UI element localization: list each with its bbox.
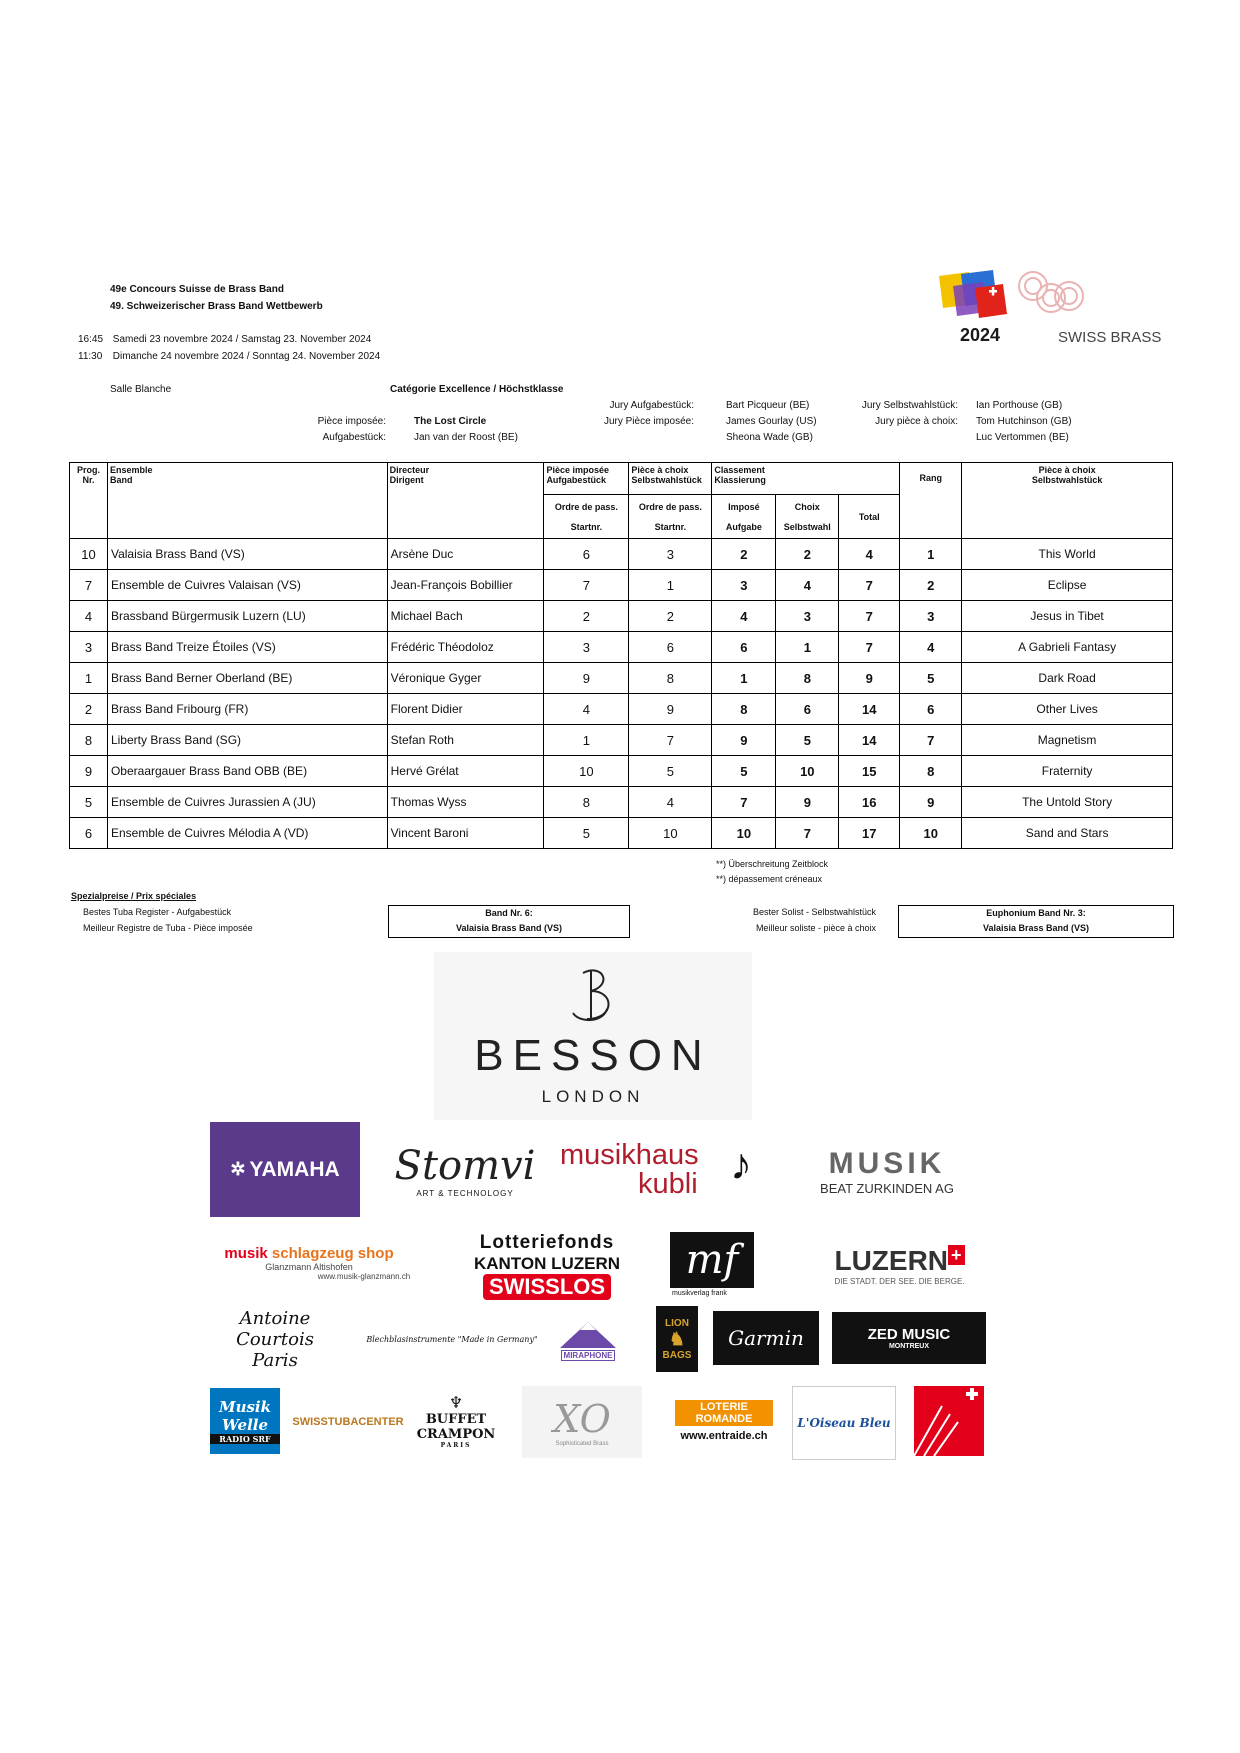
lyre-icon: ♆ xyxy=(448,1393,464,1412)
logo-year: 2024 xyxy=(960,325,1001,345)
cell-director: Arsène Duc xyxy=(387,539,544,570)
header-classement: Classement Klassierung xyxy=(712,463,900,495)
lion-bags-logo xyxy=(656,1306,698,1372)
title-fr: 49e Concours Suisse de Brass Band xyxy=(110,284,284,295)
music-note-icon: ♪ xyxy=(730,1140,752,1189)
cell-order-choix: 2 xyxy=(629,601,712,632)
table-row xyxy=(70,756,1173,787)
cell-order-choix: 5 xyxy=(629,756,712,787)
stomvi-logo xyxy=(390,1132,540,1208)
miraphone-wordmark: MIRAPHONE xyxy=(561,1350,616,1361)
cell-piece: Magnetism xyxy=(962,725,1173,756)
cell-piece: Jesus in Tibet xyxy=(962,601,1173,632)
schedule-row-2 xyxy=(78,351,380,362)
cell-prog: 10 xyxy=(70,539,108,570)
cell-rank-imposee: 2 xyxy=(712,539,776,570)
loterie-romande-logo xyxy=(672,1392,776,1450)
glanzmann-logo xyxy=(198,1230,420,1295)
cell-band: Brass Band Treize Étoiles (VS) xyxy=(107,632,387,663)
courtois-logo xyxy=(200,1308,350,1370)
lotterie-word-2: KANTON LUZERN xyxy=(473,1254,621,1273)
cell-director: Hervé Grélat xyxy=(387,756,544,787)
cell-order-choix: 9 xyxy=(629,694,712,725)
zed-wordmark: ZED MUSIC xyxy=(867,1326,951,1343)
besson-monogram-icon xyxy=(563,965,623,1027)
piece-label-de: Aufgabestück: xyxy=(322,432,386,443)
logo-brand: SWISS BRASS xyxy=(1058,329,1162,346)
cell-total: 14 xyxy=(839,725,900,756)
cell-rang: 5 xyxy=(900,663,962,694)
header-piece-imposee: Pièce imposée Aufgabestück xyxy=(544,463,629,495)
cell-rang: 10 xyxy=(900,818,962,849)
cell-total: 14 xyxy=(839,694,900,725)
tuba-label-fr: Meilleur Registre de Tuba - Pièce imposée xyxy=(83,923,253,933)
cell-piece: A Gabrieli Fantasy xyxy=(962,632,1173,663)
cell-prog: 9 xyxy=(70,756,108,787)
yamaha-tuning-fork-icon: ✲ xyxy=(230,1159,246,1179)
courtois-wordmark: Antoine Courtois xyxy=(236,1307,314,1350)
cell-band: Ensemble de Cuivres Jurassien A (JU) xyxy=(107,787,387,818)
jury2-member: Luc Vertommen (BE) xyxy=(976,432,1069,443)
cell-rank-choix: 2 xyxy=(776,539,839,570)
cell-piece: The Untold Story xyxy=(962,787,1173,818)
cell-rang: 9 xyxy=(900,787,962,818)
cell-rang: 7 xyxy=(900,725,962,756)
category: Catégorie Excellence / Höchstklasse xyxy=(390,384,564,395)
cell-piece: Fraternity xyxy=(962,756,1173,787)
piece-composer: Jan van der Roost (BE) xyxy=(414,432,518,443)
zurkinden-logo xyxy=(782,1135,992,1207)
cell-rang: 4 xyxy=(900,632,962,663)
note-fr: **) dépassement créneaux xyxy=(716,874,823,884)
header-total: Total xyxy=(839,495,900,539)
solo-winner-line: Euphonium Band Nr. 3: xyxy=(986,908,1086,918)
cell-rank-choix: 3 xyxy=(776,601,839,632)
cell-order-imposee: 3 xyxy=(544,632,629,663)
lion-icon: ♞ xyxy=(668,1328,686,1349)
jury1-member: Sheona Wade (GB) xyxy=(726,432,813,443)
zed-music-logo xyxy=(832,1312,986,1364)
xo-wordmark: XO xyxy=(553,1397,611,1441)
cell-rang: 2 xyxy=(900,570,962,601)
jury2-member: Tom Hutchinson (GB) xyxy=(976,416,1072,427)
luzern-sub: DIE STADT. DER SEE. DIE BERGE. xyxy=(834,1276,965,1286)
cell-prog: 3 xyxy=(70,632,108,663)
miraphone-logo xyxy=(552,1308,624,1372)
buffet-word-2: CRAMPON xyxy=(416,1427,496,1442)
cell-total: 7 xyxy=(839,570,900,601)
cell-order-choix: 6 xyxy=(629,632,712,663)
cell-director: Thomas Wyss xyxy=(387,787,544,818)
kubli-wordmark-1: musikhaus xyxy=(560,1139,699,1171)
cell-order-imposee: 2 xyxy=(544,601,629,632)
buffet-crampon-logo xyxy=(410,1380,502,1462)
cell-rank-imposee: 5 xyxy=(712,756,776,787)
cell-total: 9 xyxy=(839,663,900,694)
cell-band: Brass Band Berner Oberland (BE) xyxy=(107,663,387,694)
cell-prog: 1 xyxy=(70,663,108,694)
solo-prize-box xyxy=(898,905,1174,938)
cell-piece: Eclipse xyxy=(962,570,1173,601)
cell-director: Frédéric Théodoloz xyxy=(387,632,544,663)
cell-rank-choix: 8 xyxy=(776,663,839,694)
jury2-label-fr: Jury pièce à choix: xyxy=(875,416,958,427)
musikwelle-word-1: Musik xyxy=(218,1398,272,1416)
lion-word-2: BAGS xyxy=(662,1349,692,1361)
garmin-logo: Garmin xyxy=(713,1311,819,1365)
header-rang: Rang xyxy=(900,463,962,539)
cell-prog: 5 xyxy=(70,787,108,818)
cell-order-imposee: 9 xyxy=(544,663,629,694)
swisstubacenter-logo: SWISSTUBACENTER xyxy=(292,1416,404,1428)
jury1-label-de: Jury Aufgabestück: xyxy=(609,400,694,411)
mf-sub: musikverlag frank xyxy=(672,1290,727,1297)
cell-order-choix: 1 xyxy=(629,570,712,601)
cell-rank-imposee: 1 xyxy=(712,663,776,694)
table-row xyxy=(70,694,1173,725)
jury1-label-fr: Jury Pièce imposée: xyxy=(603,416,694,427)
besson-wordmark: BESSON xyxy=(474,1031,712,1080)
table-row xyxy=(70,632,1173,663)
cell-band: Brassband Bürgermusik Luzern (LU) xyxy=(107,601,387,632)
besson-sub: LONDON xyxy=(541,1087,645,1106)
cell-total: 15 xyxy=(839,756,900,787)
cell-band: Liberty Brass Band (SG) xyxy=(107,725,387,756)
cell-rank-choix: 1 xyxy=(776,632,839,663)
cell-rank-imposee: 6 xyxy=(712,632,776,663)
musikwelle-sub: RADIO SRF xyxy=(210,1434,280,1444)
blechblas-text: Blechblasinstrumente "Made in Germany" xyxy=(366,1334,538,1344)
cell-rank-choix: 10 xyxy=(776,756,839,787)
cell-prog: 7 xyxy=(70,570,108,601)
cell-director: Stefan Roth xyxy=(387,725,544,756)
loterie-word-2: ROMANDE xyxy=(695,1413,753,1425)
cell-rank-choix: 4 xyxy=(776,570,839,601)
tuba-winner-band: Valaisia Brass Band (VS) xyxy=(455,923,563,933)
table-row xyxy=(70,725,1173,756)
cell-order-choix: 8 xyxy=(629,663,712,694)
cell-order-choix: 3 xyxy=(629,539,712,570)
cell-band: Valaisia Brass Band (VS) xyxy=(107,539,387,570)
solo-label-fr: Meilleur soliste - pièce à choix xyxy=(755,923,876,933)
schedule-time: 11:30 xyxy=(78,351,103,362)
swiss-flag-graphic xyxy=(914,1386,984,1456)
cell-rank-imposee: 9 xyxy=(712,725,776,756)
cell-rank-imposee: 3 xyxy=(712,570,776,601)
tuba-winner-line: Band Nr. 6: xyxy=(485,908,533,918)
header-piece-choix: Pièce à choix Selbstwahlstück xyxy=(629,463,712,495)
cell-total: 4 xyxy=(839,539,900,570)
stomvi-wordmark: Stomvi xyxy=(394,1142,536,1189)
cell-rang: 6 xyxy=(900,694,962,725)
jury1-member: Bart Picqueur (BE) xyxy=(726,400,810,411)
yamaha-logo xyxy=(210,1122,360,1217)
cell-prog: 2 xyxy=(70,694,108,725)
cell-order-choix: 7 xyxy=(629,725,712,756)
glanzmann-word-2: schlagzeug shop xyxy=(271,1244,394,1262)
swiss-brass-logo-graphic xyxy=(935,268,1095,330)
cell-rank-choix: 5 xyxy=(776,725,839,756)
xo-sub: Sophisticated Brass xyxy=(555,1441,609,1447)
cell-rank-imposee: 8 xyxy=(712,694,776,725)
cell-rang: 8 xyxy=(900,756,962,787)
schedule-date: Samedi 23 novembre 2024 / Samstag 23. November 2024 xyxy=(112,334,372,345)
cell-order-imposee: 4 xyxy=(544,694,629,725)
note-de: **) Überschreitung Zeitblock xyxy=(716,859,829,869)
header-piece-title: Pièce à choix Selbstwahlstück xyxy=(962,463,1173,539)
lotterie-word-1: Lotteriefonds xyxy=(479,1232,615,1253)
venue: Salle Blanche xyxy=(110,384,172,395)
table-row xyxy=(70,539,1173,570)
cell-band: Ensemble de Cuivres Valaisan (VS) xyxy=(107,570,387,601)
musikwelle-logo xyxy=(210,1388,280,1454)
zurkinden-sub: BEAT ZURKINDEN AG xyxy=(820,1180,954,1196)
table-row xyxy=(70,787,1173,818)
cell-band: Ensemble de Cuivres Mélodia A (VD) xyxy=(107,818,387,849)
cell-band: Brass Band Fribourg (FR) xyxy=(107,694,387,725)
cell-order-imposee: 10 xyxy=(544,756,629,787)
cell-order-imposee: 5 xyxy=(544,818,629,849)
tuba-prize-box xyxy=(388,905,630,938)
cell-total: 7 xyxy=(839,601,900,632)
cell-order-imposee: 8 xyxy=(544,787,629,818)
swiss-cross-icon: + xyxy=(948,1245,965,1265)
glanzmann-url: www.musik-glanzmann.ch xyxy=(317,1271,411,1281)
cell-total: 7 xyxy=(839,632,900,663)
zed-sub: MONTREUX xyxy=(888,1343,930,1350)
header-choix: Choix Selbstwahl xyxy=(776,495,839,539)
table-row xyxy=(70,601,1173,632)
cell-prog: 8 xyxy=(70,725,108,756)
header-impose: Imposé Aufgabe xyxy=(712,495,776,539)
jury1-member: James Gourlay (US) xyxy=(726,416,817,427)
yamaha-wordmark: YAMAHA xyxy=(249,1157,340,1181)
table-row xyxy=(70,663,1173,694)
zurkinden-wordmark: MUSIK xyxy=(828,1146,946,1180)
cell-order-choix: 10 xyxy=(629,818,712,849)
jury2-label-de: Jury Selbstwahlstück: xyxy=(861,400,958,411)
lotteriefonds-logo xyxy=(462,1226,632,1306)
solo-label-de: Bester Solist - Selbstwahlstück xyxy=(752,907,876,917)
cell-director: Vincent Baroni xyxy=(387,818,544,849)
mountain-icon xyxy=(558,1320,618,1350)
stomvi-sub: ART & TECHNOLOGY xyxy=(416,1188,514,1198)
loterie-word-1: LOTERIE xyxy=(700,1401,748,1413)
cell-rank-imposee: 4 xyxy=(712,601,776,632)
cell-piece: Other Lives xyxy=(962,694,1173,725)
glanzmann-sub: Glanzmann Altishofen xyxy=(265,1261,353,1272)
luzern-wordmark: LUZERN xyxy=(834,1244,949,1276)
kubli-wordmark-2: kubli xyxy=(638,1168,698,1200)
cell-prog: 4 xyxy=(70,601,108,632)
cell-rank-choix: 6 xyxy=(776,694,839,725)
results-table xyxy=(69,462,1173,849)
cell-director: Michael Bach xyxy=(387,601,544,632)
buffet-word-1: BUFFET xyxy=(425,1412,487,1427)
header-ordre-1: Ordre de pass. Startnr. xyxy=(544,495,629,539)
cell-rang: 3 xyxy=(900,601,962,632)
tuba-label-de: Bestes Tuba Register - Aufgabestück xyxy=(83,907,232,917)
jury2-member: Ian Porthouse (GB) xyxy=(976,400,1063,411)
courtois-city: Paris xyxy=(252,1349,298,1371)
cell-director: Florent Didier xyxy=(387,694,544,725)
title-de: 49. Schweizerischer Brass Band Wettbewerb xyxy=(110,301,323,312)
header-ordre-2: Ordre de pass. Startnr. xyxy=(629,495,712,539)
cell-rang: 1 xyxy=(900,539,962,570)
cell-prog: 6 xyxy=(70,818,108,849)
cell-order-imposee: 1 xyxy=(544,725,629,756)
cell-piece: Dark Road xyxy=(962,663,1173,694)
cell-total: 16 xyxy=(839,787,900,818)
buffet-city: PARIS xyxy=(440,1442,472,1449)
schedule-time: 16:45 xyxy=(78,334,104,345)
cell-director: Véronique Gyger xyxy=(387,663,544,694)
table-row xyxy=(70,818,1173,849)
luzern-logo xyxy=(812,1234,987,1296)
header-prog: Prog. Nr. xyxy=(70,463,108,539)
header-ensemble: Ensemble Band xyxy=(107,463,387,539)
cell-rank-choix: 7 xyxy=(776,818,839,849)
cell-total: 17 xyxy=(839,818,900,849)
cell-order-choix: 4 xyxy=(629,787,712,818)
cell-piece: Sand and Stars xyxy=(962,818,1173,849)
kubli-logo xyxy=(560,1132,760,1208)
mf-logo: mf xyxy=(670,1232,754,1288)
prizes-heading: Spezialpreise / Prix spéciales xyxy=(71,891,197,901)
glanzmann-word-1: musik xyxy=(224,1244,268,1262)
header-directeur: Directeur Dirigent xyxy=(387,463,544,539)
cell-rank-choix: 9 xyxy=(776,787,839,818)
cell-order-imposee: 6 xyxy=(544,539,629,570)
cell-piece: This World xyxy=(962,539,1173,570)
schedule-row-1 xyxy=(78,334,371,345)
swisslos-wordmark: SWISSLOS xyxy=(483,1274,611,1300)
piece-label-fr: Pièce imposée: xyxy=(317,416,386,427)
cell-order-imposee: 7 xyxy=(544,570,629,601)
loterie-url: www.entraide.ch xyxy=(680,1430,768,1442)
table-row xyxy=(70,570,1173,601)
xo-logo xyxy=(522,1386,642,1458)
musikwelle-word-2: Welle xyxy=(221,1416,269,1434)
oiseau-bleu-logo: L'Oiseau Bleu xyxy=(792,1386,896,1460)
cell-rank-imposee: 10 xyxy=(712,818,776,849)
cell-rank-imposee: 7 xyxy=(712,787,776,818)
cell-band: Oberaargauer Brass Band OBB (BE) xyxy=(107,756,387,787)
schedule-date: Dimanche 24 novembre 2024 / Sonntag 24. November 2024 xyxy=(112,351,381,362)
piece-title: The Lost Circle xyxy=(414,416,487,427)
besson-logo xyxy=(434,952,752,1120)
lion-word-1: LION xyxy=(665,1317,689,1329)
cell-director: Jean-François Bobillier xyxy=(387,570,544,601)
solo-winner-band: Valaisia Brass Band (VS) xyxy=(982,923,1090,933)
